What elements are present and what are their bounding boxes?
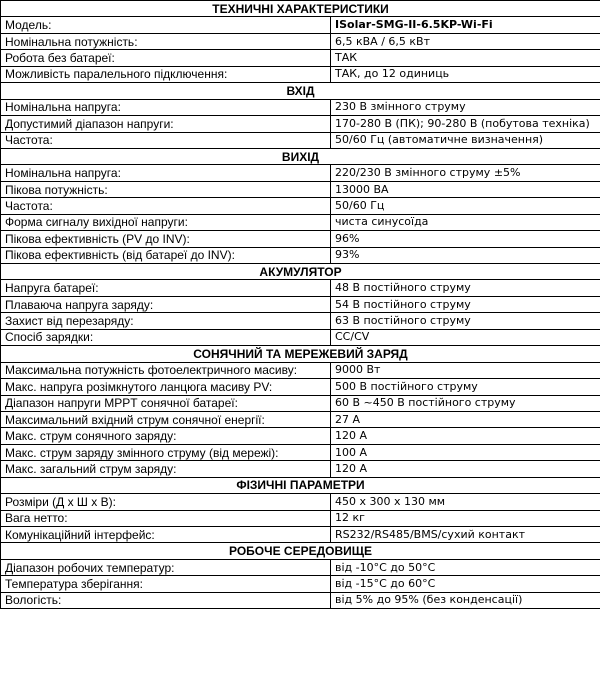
spec-value: 170-280 В (ПК); 90-280 В (побутова техніка) [331,116,600,132]
table-row [1,395,600,411]
spec-label: Макс. загальний струм заряду: [1,461,331,477]
spec-value: 93% [331,247,600,263]
spec-label: Пікова ефективність (від батареї до INV): [1,247,331,263]
spec-label: Можливість паралельного підключення: [1,66,331,82]
section-header-row [1,477,600,493]
spec-value: 50/60 Гц [331,198,600,214]
table-row [1,247,600,263]
spec-label: Пікова ефективність (PV до INV): [1,231,331,247]
spec-label: Вологість: [1,592,331,608]
spec-value: 50/60 Гц (автоматичне визначення) [331,132,600,148]
section-header-row [1,148,600,164]
table-row [1,576,600,592]
section-title: РОБОЧЕ СЕРЕДОВИЩЕ [1,543,600,559]
spec-value: 120 А [331,461,600,477]
table-row [1,33,600,49]
table-row [1,428,600,444]
table-row [1,510,600,526]
spec-label: Діапазон напруги MPPT сонячної батареї: [1,395,331,411]
section-title: ВИХІД [1,148,600,164]
spec-value: 500 В постійного струму [331,379,600,395]
spec-label: Спосіб зарядки: [1,329,331,345]
spec-value: 9000 Вт [331,362,600,378]
table-row [1,181,600,197]
spec-label: Частота: [1,132,331,148]
spec-label: Захист від перезаряду: [1,313,331,329]
table-row [1,296,600,312]
spec-label: Максимальна потужність фотоелектричного масиву: [1,362,331,378]
table-row [1,280,600,296]
spec-label: Модель: [1,17,331,33]
spec-value: 6,5 кВА / 6,5 кВт [331,33,600,49]
section-title: СОНЯЧНИЙ ТА МЕРЕЖЕВИЙ ЗАРЯД [1,346,600,362]
table-row [1,50,600,66]
spec-value: 63 В постійного струму [331,313,600,329]
section-header-row [1,346,600,362]
spec-label: Робота без батареї: [1,50,331,66]
spec-label: Вага нетто: [1,510,331,526]
table-row [1,66,600,82]
spec-label: Комунікаційний інтерфейс: [1,527,331,543]
table-row [1,231,600,247]
table-row [1,99,600,115]
spec-label: Максимальний вхідний струм сонячної енергії: [1,411,331,427]
table-row [1,165,600,181]
table-row [1,592,600,608]
table-row [1,444,600,460]
spec-value: 220/230 В змінного струму ±5% [331,165,600,181]
table-row [1,198,600,214]
table-row [1,362,600,378]
spec-value: 450 x 300 x 130 мм [331,494,600,510]
table-row [1,527,600,543]
table-row [1,379,600,395]
table-row [1,329,600,345]
table-title: ТЕХНИЧНІ ХАРАКТЕРИСТИКИ [1,1,600,17]
spec-label: Плаваюча напруга заряду: [1,296,331,312]
table-row [1,494,600,510]
section-title: ВХІД [1,83,600,99]
table-row [1,214,600,230]
section-header-row [1,264,600,280]
spec-value: 120 А [331,428,600,444]
table-row [1,116,600,132]
section-title: ФІЗИЧНІ ПАРАМЕТРИ [1,477,600,493]
table-row [1,313,600,329]
spec-label: Макс. струм сонячного заряду: [1,428,331,444]
spec-value: ТАК, до 12 одиниць [331,66,600,82]
spec-label: Макс. струм заряду змінного струму (від мережі): [1,444,331,460]
spec-value: 100 А [331,444,600,460]
spec-label: Допустимий діапазон напруги: [1,116,331,132]
spec-label: Макс. напруга розімкнутого ланцюга масиву PV: [1,379,331,395]
spec-value: RS232/RS485/BMS/сухий контакт [331,527,600,543]
spec-label: Температура зберігання: [1,576,331,592]
spec-label: Номінальна потужність: [1,33,331,49]
table-title-row [1,1,600,17]
table-row [1,559,600,575]
spec-value: 60 В ~450 В постійного струму [331,395,600,411]
spec-label: Частота: [1,198,331,214]
spec-label: Номінальна напруга: [1,165,331,181]
spec-value: 27 А [331,411,600,427]
spec-label: Напруга батареї: [1,280,331,296]
spec-value: 230 В змінного струму [331,99,600,115]
section-header-row [1,543,600,559]
table-row [1,17,600,33]
spec-value: ТАК [331,50,600,66]
section-title: АКУМУЛЯТОР [1,264,600,280]
spec-value: 48 В постійного струму [331,280,600,296]
spec-value: 54 В постійного струму [331,296,600,312]
table-row [1,132,600,148]
spec-label: Пікова потужність: [1,181,331,197]
spec-value: від -15°С до 60°С [331,576,600,592]
spec-value: 13000 ВА [331,181,600,197]
spec-value: від 5% до 95% (без конденсації) [331,592,600,608]
spec-value: чиста синусоїда [331,214,600,230]
spec-value: 12 кг [331,510,600,526]
spec-label: Номінальна напруга: [1,99,331,115]
spec-value: 96% [331,231,600,247]
spec-value: CC/CV [331,329,600,345]
spec-label: Форма сигналу вихідної напруги: [1,214,331,230]
spec-table-body [1,1,600,609]
spec-label: Розміри (Д х Ш х В): [1,494,331,510]
spec-label: Діапазон робочих температур: [1,559,331,575]
table-row [1,461,600,477]
section-header-row [1,83,600,99]
spec-value: від -10°С до 50°С [331,559,600,575]
model-value: ISolar-SMG-II-6.5KP-Wi-Fi [331,17,600,33]
table-row [1,411,600,427]
